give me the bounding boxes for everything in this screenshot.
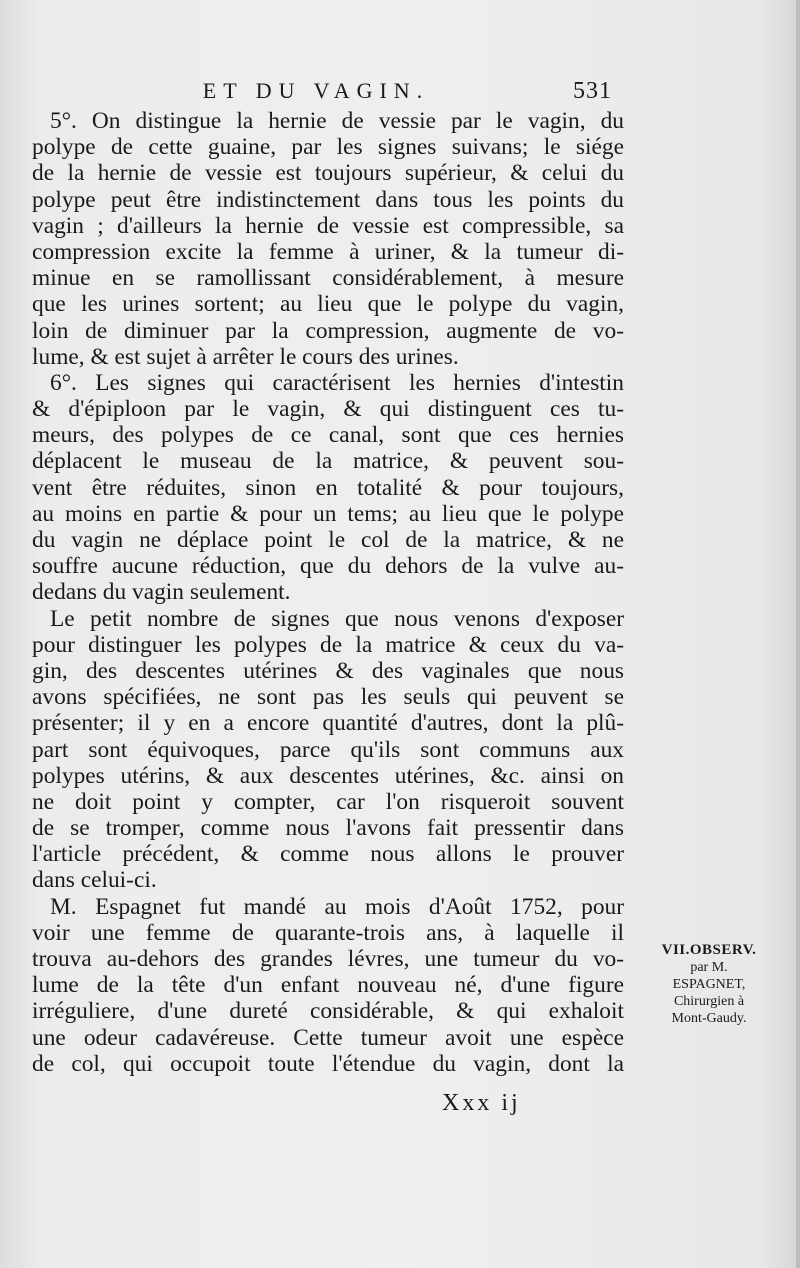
marginal-note-line: Chirurgien à (673, 994, 745, 1009)
text-line: compression excite la femme à uriner, & la tumeur di- (32, 238, 624, 265)
text-line: gin, des descentes utérines & des vaginales que nous (32, 657, 624, 684)
text-line: l'article précédent, & comme nous allons le prouver (32, 841, 624, 868)
text-line: polype de cette guaine, par les signes suivans; le siége (32, 134, 624, 161)
text-line: au moins en partie & pour un tems; au lieu que le polype (32, 500, 624, 527)
text-line: polypes utérins, & aux descentes utérines, &c. ainsi on (32, 762, 624, 789)
text-line: vent être réduites, sinon en totalité & pour toujours, (32, 474, 624, 501)
signature-mark: Xxx ij (442, 1090, 521, 1116)
text-line: Le petit nombre de signes que nous venons d'exposer (50, 605, 624, 632)
text-line: meurs, des polypes de ce canal, sont que ces hernies (32, 422, 624, 449)
text-line: polype peut être indistinctement dans tous les points du (32, 186, 624, 213)
marginal-note-line: par M. (690, 960, 728, 975)
text-line: que les urines sortent; au lieu que le polype du vagin, (32, 291, 624, 318)
page-number: 531 (573, 78, 612, 104)
page-header (0, 76, 800, 106)
text-line: de col, qui occupoit toute l'étendue du vagin, dont la (32, 1050, 624, 1077)
text-line: dans celui-ci. (32, 867, 157, 894)
text-line: part sont équivoques, parce qu'ils sont communs aux (32, 736, 624, 763)
text-line: lume de la tête d'un enfant nouveau né, d'une figure (32, 972, 624, 999)
marginal-note-line: ESPAGNET, (672, 977, 746, 992)
text-line: 5°. On distingue la hernie de vessie par le vagin, du (50, 108, 624, 134)
text-line: dedans du vagin seulement. (32, 579, 291, 606)
text-line: présenter; il y en a encore quantité d'autres, dont la plû- (32, 710, 624, 737)
text-line: & d'épiploon par le vagin, & qui distinguent ces tu- (32, 396, 624, 423)
text-line: 6°. Les signes qui caractérisent les hernies d'intestin (50, 369, 624, 396)
marginal-note (634, 942, 784, 1027)
text-line: avons spécifiées, ne sont pas les seuls qui peuvent se (32, 684, 624, 711)
text-line: vagin ; d'ailleurs la hernie de vessie est compressible, sa (32, 212, 624, 239)
text-line: souffre aucune réduction, que du dehors de la vulve au- (32, 553, 624, 580)
marginal-note-line: Mont-Gaudy. (671, 1011, 747, 1026)
text-line: du vagin ne déplace point le col de la matrice, & ne (32, 527, 624, 553)
text-line: de la hernie de vessie est toujours supérieur, & celui du (32, 160, 624, 187)
page-edge-shadow (796, 0, 800, 1268)
text-line: M. Espagnet fut mandé au mois d'Août 1752, pour (50, 893, 624, 920)
text-line: lume, & est sujet à arrêter le cours des urines. (32, 343, 459, 370)
text-line: une odeur cadavéreuse. Cette tumeur avoit une espèce (32, 1024, 624, 1051)
text-line: pour distinguer les polypes de la matrice & ceux du va- (32, 631, 624, 658)
body-text (32, 108, 624, 1077)
text-line: irréguliere, d'une dureté considérable, & qui exhaloit (32, 998, 624, 1025)
text-line: ne doit point y compter, car l'on risqueroit souvent (32, 788, 624, 815)
text-line: voir une femme de quarante-trois ans, à laquelle il (32, 919, 624, 946)
text-line: loin de diminuer par la compression, augmente de vo- (32, 317, 624, 344)
text-line: minue en se ramollissant considérablement, à mesure (32, 265, 624, 292)
marginal-note-line: VII.OBSERV. (661, 942, 757, 958)
running-head: ET DU VAGIN. (202, 78, 430, 103)
text-line: de se tromper, comme nous l'avons fait pressentir dans (32, 815, 624, 842)
text-line: déplacent le museau de la matrice, & peuvent sou- (32, 448, 624, 475)
text-line: trouva au-dehors des grandes lévres, une tumeur du vo- (32, 946, 624, 972)
